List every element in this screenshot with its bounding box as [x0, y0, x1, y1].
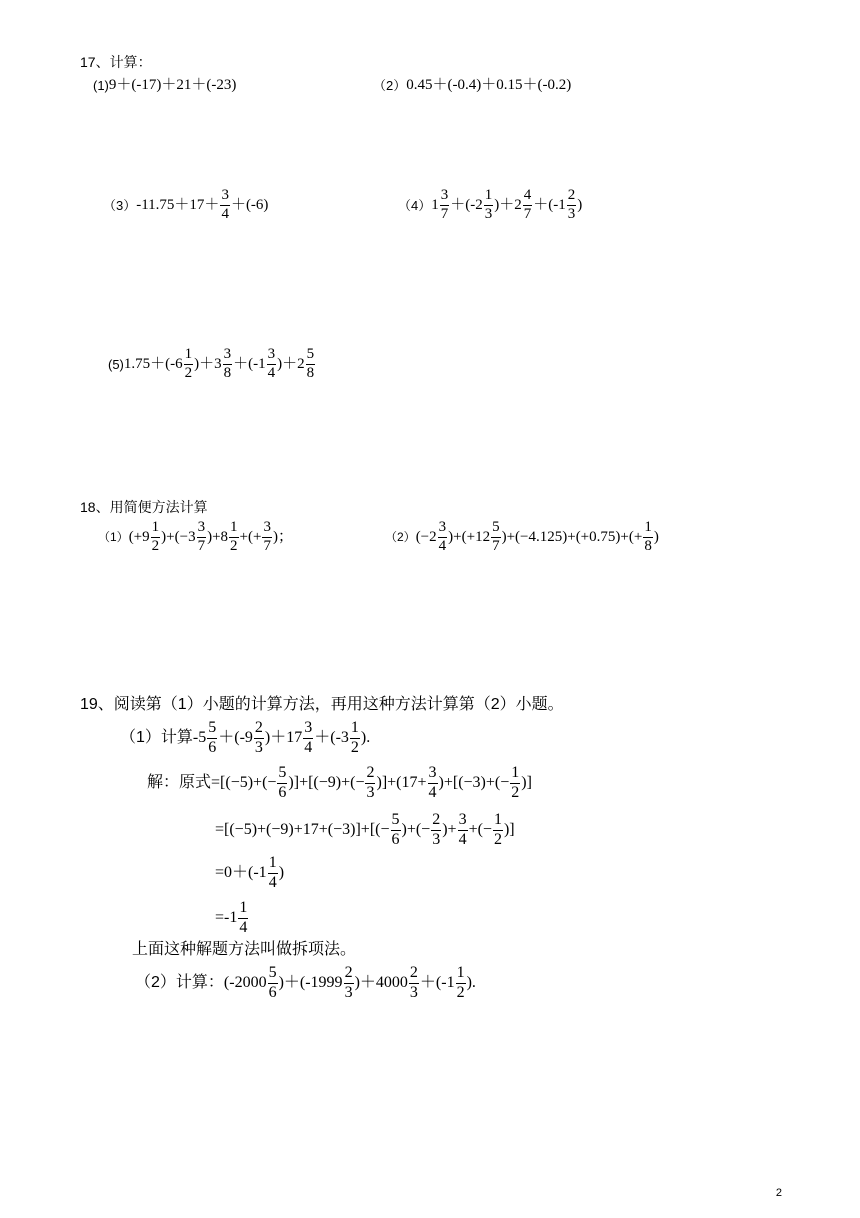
fraction-numerator: 1	[350, 720, 360, 739]
fraction-denominator: 3	[409, 983, 418, 1001]
fraction-numerator: 1	[229, 520, 239, 538]
math-text: =0＋(-1	[215, 864, 267, 882]
fraction-numerator: 1	[643, 520, 653, 538]
math-text: )+8	[207, 528, 229, 545]
fraction-denominator: 2	[184, 364, 193, 381]
math-text: )＋2	[277, 355, 305, 372]
fraction	[268, 855, 278, 892]
fraction	[344, 965, 354, 1002]
fraction-denominator: 4	[428, 783, 437, 801]
q17-item-3-label: （3）	[103, 197, 137, 213]
fraction	[277, 765, 287, 802]
math-text: )；	[272, 528, 293, 545]
fraction-denominator: 3	[484, 205, 493, 222]
q18-item-1	[98, 520, 293, 555]
fraction-numerator: 2	[567, 188, 577, 206]
fraction-numerator: 1	[151, 520, 161, 538]
q19-part-1	[120, 720, 370, 757]
q18-item-2-expression	[416, 520, 659, 555]
math-text: )]+(17+	[376, 774, 427, 792]
fraction-numerator: 1	[456, 965, 466, 984]
fraction	[458, 812, 468, 849]
fraction-numerator: 5	[277, 765, 287, 784]
q18-item-2-label: （2）	[385, 530, 416, 545]
q17-item-1-label: (1)	[93, 78, 109, 93]
q19-step-3	[215, 855, 284, 892]
math-text: )+[(−3)+(−	[438, 774, 510, 792]
fraction-denominator: 6	[268, 983, 277, 1001]
fraction-numerator: 2	[365, 765, 375, 784]
q19-step-2-expression	[215, 812, 515, 849]
math-text: ).	[466, 974, 476, 992]
fraction	[262, 520, 272, 555]
fraction-denominator: 4	[438, 537, 447, 554]
math-text: )＋4000	[354, 974, 408, 992]
math-text: ＋(-9	[218, 729, 253, 747]
fraction-denominator: 8	[223, 364, 232, 381]
fraction-numerator: 3	[303, 720, 313, 739]
fraction-denominator: 3	[254, 738, 263, 756]
fraction-numerator: 3	[267, 347, 277, 365]
fraction	[431, 812, 441, 849]
fraction	[254, 720, 264, 757]
math-text: )＋17	[264, 729, 303, 747]
math-text: )＋3	[194, 355, 222, 372]
q17-item-4-expression	[431, 188, 582, 223]
q17-title: 17、计算：	[80, 54, 152, 70]
fraction	[409, 965, 419, 1002]
math-text: )＋2	[494, 196, 522, 213]
fraction	[229, 520, 239, 555]
math-text: )+(−3	[161, 528, 196, 545]
math-text: 1	[431, 196, 439, 213]
q17-item-5-expression	[124, 347, 316, 382]
q19-step-4	[215, 900, 249, 937]
fraction	[440, 188, 450, 223]
fraction-denominator: 3	[432, 830, 441, 848]
fraction-numerator: 5	[306, 347, 316, 365]
math-text: )+(−	[401, 821, 431, 839]
q19-step-3-expression	[215, 855, 284, 892]
q19-step-1-expression	[211, 765, 532, 802]
q17-item-4-label: （4）	[398, 197, 432, 213]
fraction-numerator: 1	[184, 347, 194, 365]
fraction-denominator: 7	[263, 537, 271, 554]
fraction-numerator: 3	[223, 347, 233, 365]
math-text: -11.75＋17＋	[136, 196, 220, 213]
fraction-denominator: 7	[523, 205, 532, 222]
fraction-numerator: 1	[238, 900, 248, 919]
fraction-numerator: 1	[510, 765, 520, 784]
fraction	[438, 520, 448, 555]
math-text: +(−	[468, 821, 492, 839]
fraction-denominator: 2	[151, 537, 160, 554]
fraction-numerator: 3	[438, 520, 448, 538]
fraction	[306, 347, 316, 382]
fraction-numerator: 1	[493, 812, 503, 831]
q18-item-1-label: （1）	[98, 530, 129, 545]
math-text: )+(−4.125)+(+0.75)+(+	[501, 528, 643, 545]
math-text: ＋(-1	[233, 355, 266, 372]
fraction-denominator: 3	[366, 783, 375, 801]
fraction	[484, 188, 494, 223]
q19-title: 19、阅读第（1）小题的计算方法，再用这种方法计算第（2）小题。	[80, 696, 564, 713]
fraction-denominator: 4	[304, 738, 313, 756]
q19-step-2	[215, 812, 515, 849]
fraction	[207, 720, 217, 757]
fraction	[456, 965, 466, 1002]
fraction-numerator: 1	[268, 855, 278, 874]
math-text: (-2000	[223, 974, 267, 992]
q19-step-1-label: 解：原式	[147, 774, 212, 792]
fraction	[267, 347, 277, 382]
fraction-denominator: 7	[197, 537, 206, 554]
fraction	[567, 188, 577, 223]
fraction-denominator: 8	[644, 537, 652, 554]
fraction-denominator: 4	[221, 205, 229, 222]
q19-part-2-label: （2）计算：	[135, 974, 224, 992]
math-text: )	[653, 528, 659, 545]
fraction-numerator: 4	[523, 188, 533, 206]
math-text: )+(+12	[448, 528, 491, 545]
fraction-numerator: 5	[391, 812, 401, 831]
q17-item-2	[373, 78, 571, 93]
fraction	[365, 765, 375, 802]
fraction	[391, 812, 401, 849]
math-text: )+	[442, 821, 457, 839]
math-text: )]+[(−9)+(−	[288, 774, 365, 792]
fraction-denominator: 4	[458, 830, 467, 848]
math-text: 9＋(-17)＋21＋(-23)	[108, 77, 237, 93]
q18-item-2	[385, 520, 659, 555]
fraction-denominator: 2	[511, 783, 520, 801]
fraction	[303, 720, 313, 757]
q17-item-2-expression	[406, 78, 571, 93]
math-text: ＋(-6)	[230, 196, 269, 213]
math-text: )	[577, 196, 583, 213]
fraction	[523, 188, 533, 223]
fraction-denominator: 3	[344, 983, 353, 1001]
fraction-numerator: 3	[197, 520, 207, 538]
q17-item-4	[398, 188, 582, 223]
fraction	[643, 520, 653, 555]
math-text: =[(−5)+(−9)+17+(−3)]+[(−	[215, 821, 390, 839]
fraction	[184, 347, 194, 382]
q19-note: 上面这种解题方法叫做拆项法。	[132, 941, 357, 958]
fraction-denominator: 8	[306, 364, 315, 381]
q17-item-2-label: （2）	[373, 78, 407, 93]
fraction	[197, 520, 207, 555]
math-text: ).	[360, 729, 371, 747]
fraction	[238, 900, 248, 937]
fraction-denominator: 6	[278, 783, 287, 801]
fraction	[220, 188, 230, 223]
fraction-numerator: 1	[484, 188, 494, 206]
fraction	[268, 965, 278, 1002]
fraction-denominator: 7	[492, 537, 500, 554]
fraction-denominator: 2	[493, 830, 502, 848]
fraction-denominator: 2	[230, 537, 238, 554]
fraction-denominator: 4	[267, 364, 276, 381]
fraction-denominator: 3	[567, 205, 576, 222]
fraction-numerator: 2	[431, 812, 441, 831]
fraction-denominator: 6	[391, 830, 400, 848]
fraction	[223, 347, 233, 382]
fraction-denominator: 7	[440, 205, 449, 222]
q17-item-3-expression	[136, 188, 268, 223]
q17-item-1	[93, 78, 236, 93]
q19-part-2-expression	[224, 965, 476, 1002]
fraction-denominator: 4	[268, 873, 277, 891]
fraction	[350, 720, 360, 757]
fraction	[493, 812, 503, 849]
math-text: )]	[503, 821, 515, 839]
fraction-numerator: 3	[262, 520, 272, 538]
fraction-numerator: 5	[207, 720, 217, 739]
q19-step-1	[147, 765, 532, 802]
math-text: )＋(-1999	[278, 974, 343, 992]
fraction-numerator: 5	[491, 520, 501, 538]
fraction-numerator: 3	[440, 188, 450, 206]
math-text: 1.75＋(-6	[123, 355, 183, 372]
q19-part-2	[135, 965, 476, 1002]
fraction-numerator: 5	[268, 965, 278, 984]
math-text: )]	[521, 774, 532, 792]
fraction-numerator: 3	[220, 188, 230, 206]
fraction-denominator: 2	[350, 738, 359, 756]
fraction-denominator: 4	[239, 918, 248, 936]
fraction-numerator: 2	[344, 965, 354, 984]
math-text: (−2	[415, 528, 437, 545]
math-text: ＋(-1	[419, 974, 455, 992]
q18-item-1-expression	[129, 520, 293, 555]
math-text: 0.45＋(-0.4)＋0.15＋(-0.2)	[406, 77, 572, 93]
math-text: )	[278, 864, 285, 882]
fraction-numerator: 2	[254, 720, 264, 739]
fraction	[428, 765, 438, 802]
math-text: =-1	[215, 909, 238, 927]
math-text: +(+	[239, 528, 262, 545]
math-text: ＋(-1	[533, 196, 566, 213]
fraction-denominator: 6	[208, 738, 217, 756]
math-text: ＋(-3	[314, 729, 349, 747]
fraction	[151, 520, 161, 555]
fraction-denominator: 2	[456, 983, 465, 1001]
q19-part-1-expression	[193, 720, 370, 757]
q18-title: 18、用简便方法计算	[80, 499, 208, 515]
q17-item-3	[103, 188, 268, 223]
math-text: ＋(-2	[450, 196, 483, 213]
math-text: -5	[192, 729, 207, 747]
fraction	[491, 520, 501, 555]
fraction	[510, 765, 520, 802]
page-number: 2	[775, 1187, 782, 1199]
fraction-numerator: 2	[409, 965, 419, 984]
fraction-numerator: 3	[428, 765, 438, 784]
q17-item-5	[108, 347, 316, 382]
math-text: (+9	[128, 528, 150, 545]
math-text: =[(−5)+(−	[211, 774, 277, 792]
q19-step-4-expression	[215, 900, 249, 937]
q19-part-1-label: （1）计算	[120, 729, 193, 747]
q17-item-5-label: (5)	[108, 356, 124, 372]
q17-item-1-expression	[109, 78, 236, 93]
fraction-numerator: 3	[458, 812, 468, 831]
